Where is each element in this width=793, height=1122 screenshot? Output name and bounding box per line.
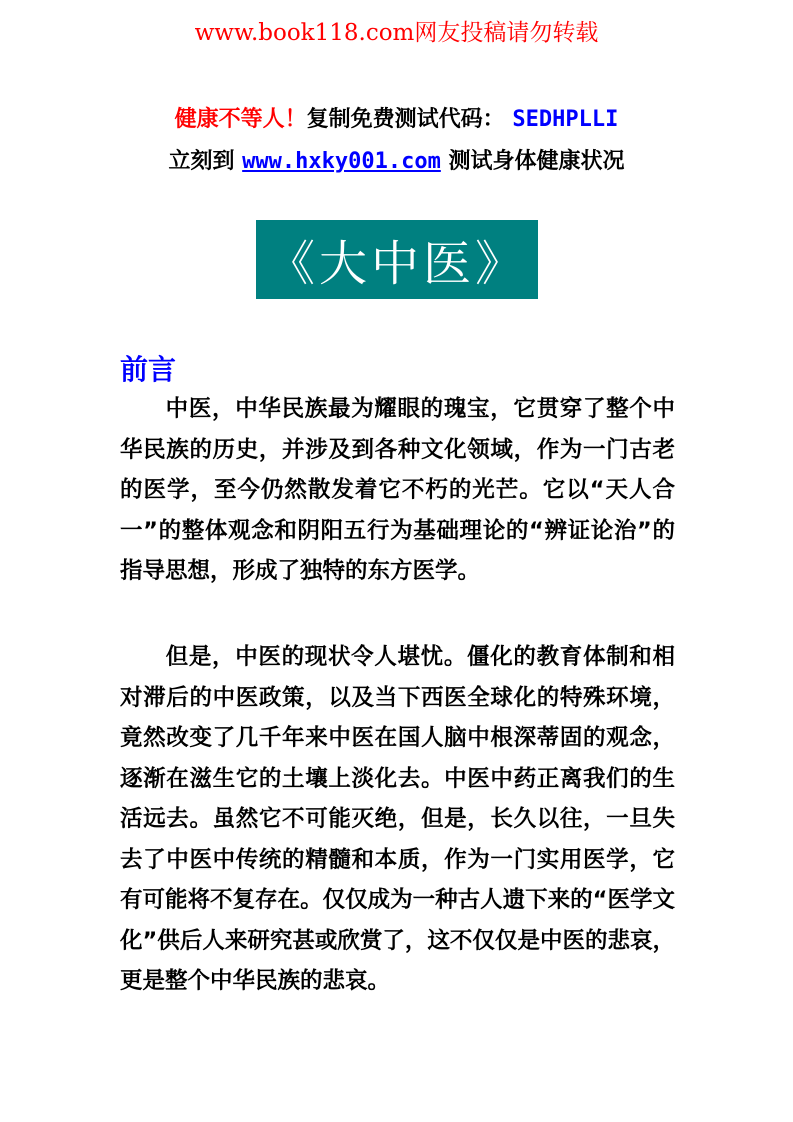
promo-line-2 (0, 144, 793, 175)
book-title: 《大中医》 (266, 236, 527, 292)
promo-slogan: 健康不等人！ (174, 107, 307, 132)
promo-prefix: 立刻到 (168, 149, 235, 174)
promo-link[interactable]: www.hxky001.com (242, 149, 441, 174)
paragraph-text: 但是，中医的现状令人堪忧。僵化的教育体制和相对滞后的中医政策，以及当下西医全球化的特殊环境，竟然改变了几千年来中医在国人脑中根深蒂固的观念，逐渐在滋生它的土壤上淡化去。中医中药正离我们的生活远去。虽然它不可能灭绝，但是，长久以往，一旦失去了中医中传统的精髓和本质，作为一门实用医学，它有可能将不复存在。仅仅成为一种古人遗下来的“医学文化”供后人来研究甚或欣赏了，这不仅仅是中医的悲哀，更是整个中华民族的悲哀。 (120, 644, 675, 994)
paragraph-text: 中医，中华民族最为耀眼的瑰宝，它贯穿了整个中华民族的历史，并涉及到各种文化领域，作为一门古老的医学，至今仍然散发着它不朽的光芒。它以“天人合一”的整体观念和阴阳五行为基础理论的“辨证论治”的指导思想，形成了独特的东方医学。 (120, 396, 675, 584)
paragraph (120, 637, 675, 1002)
test-code: SEDHPLLI (512, 107, 619, 132)
book-title-banner (256, 220, 538, 299)
paragraph (120, 389, 675, 592)
section-heading-preface: 前言 (120, 353, 177, 386)
promo-line-1 (0, 102, 793, 133)
watermark-text: www.book118.com网友投稿请勿转载 (194, 20, 599, 46)
promo-instruction: 复制免费测试代码： (306, 107, 505, 132)
promo-suffix: 测试身体健康状况 (448, 149, 625, 174)
